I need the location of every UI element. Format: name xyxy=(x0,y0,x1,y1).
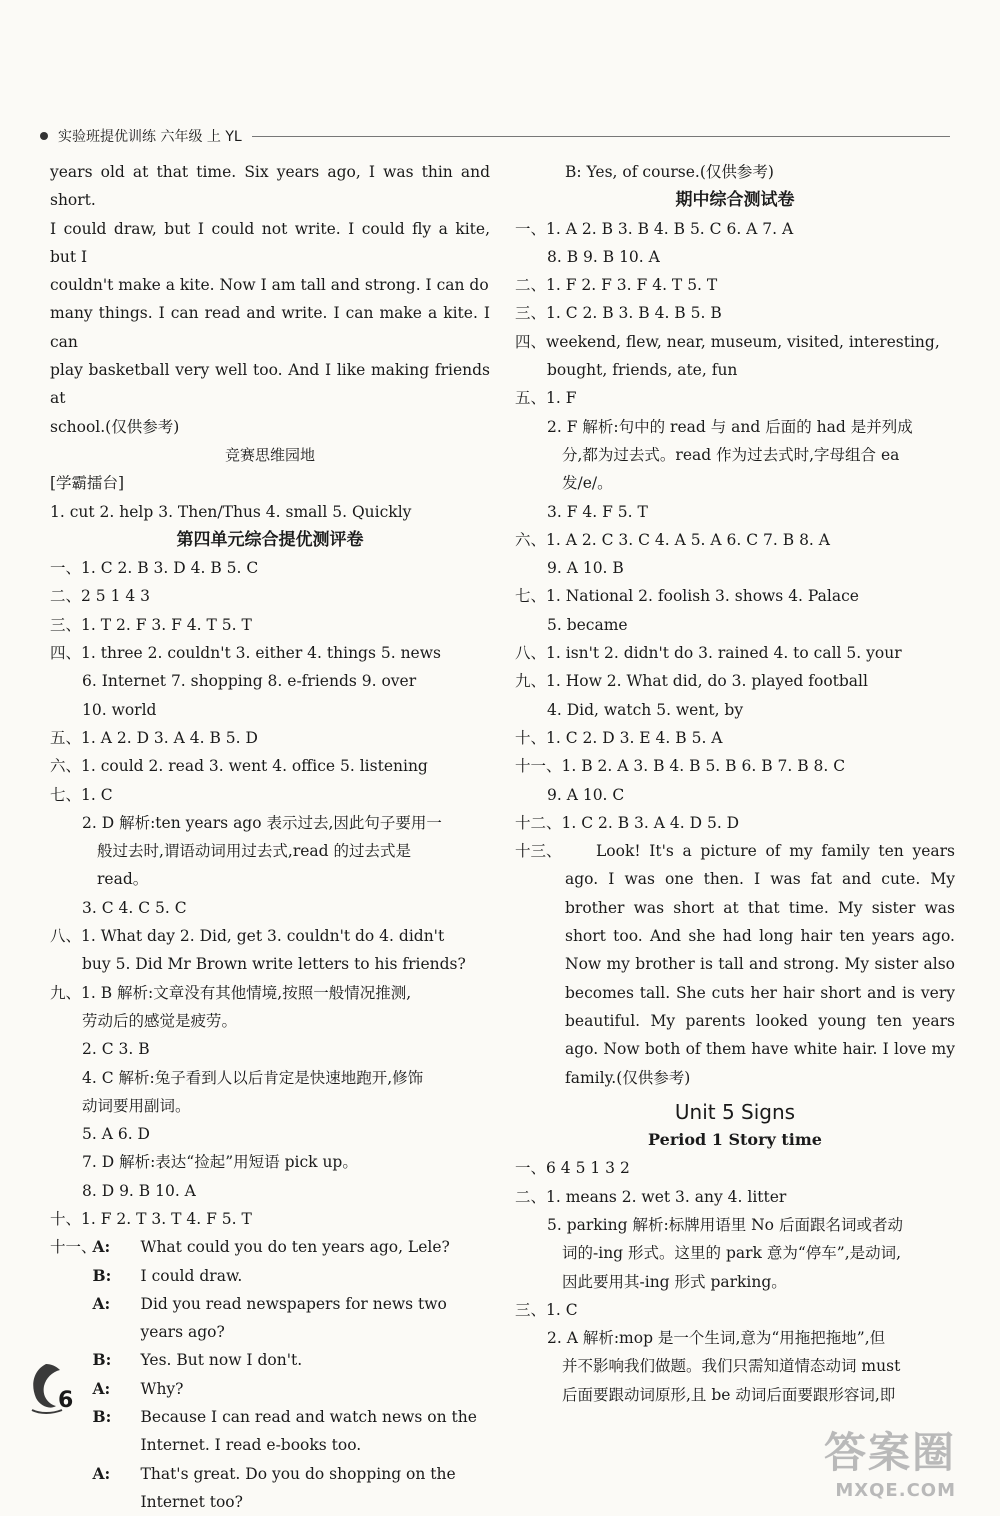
item-number: 十二、 xyxy=(515,813,562,832)
answer-text: 1. means 2. wet 3. any 4. litter xyxy=(546,1187,787,1206)
answer-row xyxy=(50,1007,490,1035)
dialogue-text: Did you read newspapers for news two years ago? xyxy=(140,1294,447,1342)
answer-text: 因此要用其-ing 形式 parking。 xyxy=(562,1272,787,1291)
dialogue-text: Yes. But now I don't. xyxy=(140,1351,303,1370)
dialogue-text: Why? xyxy=(140,1379,184,1398)
answer-text: 1. F xyxy=(546,389,577,408)
dialogue-line xyxy=(92,1460,490,1516)
answer-row xyxy=(50,1148,490,1176)
bracket-label: [学霸擂台] xyxy=(50,474,125,493)
header-rule xyxy=(252,136,950,137)
answer-row xyxy=(50,1120,490,1148)
item-number: 四、 xyxy=(50,644,82,663)
speaker-label: A: xyxy=(92,1237,111,1257)
answer-row xyxy=(50,582,490,610)
item-number: 六、 xyxy=(50,757,82,776)
unit-title: Unit 5 Signs xyxy=(674,1099,796,1124)
answer-text: 3. C 4. C 5. C xyxy=(82,898,187,917)
answer-row xyxy=(515,441,955,469)
book-title: 实验班提优训练 六年级 上 YL xyxy=(58,129,242,145)
section-title-midterm: 期中综合测试卷 xyxy=(675,190,795,211)
essay-block xyxy=(515,837,955,1092)
bullet-dot-icon xyxy=(40,132,48,140)
item-number: 七、 xyxy=(515,587,547,606)
answer-row xyxy=(50,1177,490,1205)
dialogue-text: That's great. Do you do shopping on the Internet too? xyxy=(140,1464,456,1511)
essay-line: couldn't make a kite. Now I am tall and strong. I can do xyxy=(50,276,489,295)
answer-row xyxy=(515,639,955,667)
answer-row xyxy=(515,243,955,271)
essay-line: years old at that time. Six years ago, I was thin and short. xyxy=(50,163,490,210)
answer-row xyxy=(515,1352,955,1380)
answer-row xyxy=(515,781,955,809)
answer-row xyxy=(515,299,955,327)
answer-text: 1. C 2. B 3. B 4. B 5. B xyxy=(546,304,722,323)
answer-text: 1. B 解析:文章没有其他情境,按照一般情况推测, xyxy=(81,983,412,1002)
answer-row xyxy=(50,950,490,978)
answer-text: 2. F 解析:句中的 read 与 and 后面的 had 是并列成 xyxy=(547,417,913,436)
answer-row xyxy=(50,922,490,950)
answer-text: 1. B 2. A 3. B 4. B 5. B 6. B 7. B 8. C xyxy=(561,757,846,776)
answer-row xyxy=(515,1381,955,1409)
answer-text: 5. became xyxy=(547,615,628,634)
answer-row xyxy=(515,1183,955,1211)
speaker-label: B: xyxy=(92,1265,112,1285)
watermark-title: 答案圈 xyxy=(823,1428,956,1477)
answer-row xyxy=(50,979,490,1007)
answer-text: 分,都为过去式。read 作为过去式时,字母组合 ea xyxy=(562,445,900,464)
answer-row xyxy=(515,356,955,384)
item-number: 七、 xyxy=(50,785,82,804)
answer-list xyxy=(515,215,955,838)
answer-text: 后面要跟动词原形,且 be 动词后面要跟形容词,即 xyxy=(562,1385,896,1404)
answer-text: 4. C 解析:兔子看到人以后肯定是快速地跑开,修饰 xyxy=(82,1068,424,1087)
answer-row xyxy=(50,667,490,695)
answer-text: 并不影响我们做题。我们只需知道情态动词 must xyxy=(562,1357,901,1376)
item-number: 二、 xyxy=(50,587,82,606)
answer-text: 劳动后的感觉是疲劳。 xyxy=(82,1011,238,1030)
item-number: 一、 xyxy=(50,559,82,578)
answer-row xyxy=(515,1324,955,1352)
essay-line: play basketball very well too. And I like making friends at xyxy=(50,361,490,408)
speaker-label: A: xyxy=(92,1463,111,1483)
answer-row xyxy=(515,1211,955,1239)
answer-text: 1. isn't 2. didn't do 3. rained 4. to call 5. your xyxy=(546,644,902,663)
answer-text: 1. C xyxy=(546,1300,578,1319)
answer-text: 1. C 2. B 3. D 4. B 5. C xyxy=(81,559,259,578)
dialogue-text: Because I can read and watch news on the Internet. I read e-books too. xyxy=(140,1408,477,1455)
item-number: 十、 xyxy=(50,1209,82,1228)
item-number: 九、 xyxy=(515,672,547,691)
answer-row xyxy=(50,724,490,752)
answer-row xyxy=(515,724,955,752)
answer-text: 2. C 3. B xyxy=(82,1040,150,1059)
speaker-label: B: xyxy=(92,1407,112,1427)
answer-text: 4. Did, watch 5. went, by xyxy=(547,700,744,719)
answer-text: 1. three 2. couldn't 3. either 4. things 5. news xyxy=(81,644,441,663)
answer-text: 1. A 2. C 3. C 4. A 5. A 6. C 7. B 8. A xyxy=(546,530,830,549)
watermark xyxy=(824,1420,956,1501)
dialogue-line xyxy=(92,1403,490,1460)
answer-row xyxy=(515,667,955,695)
answer-row xyxy=(515,413,955,441)
watermark-url: MXQE.COM xyxy=(835,1480,956,1501)
answer-text: 7. D 解析:表达“捡起”用短语 pick up。 xyxy=(82,1153,358,1172)
period-title: Period 1 Story time xyxy=(648,1130,822,1150)
item-number: 一、 xyxy=(515,1159,547,1178)
answer-row xyxy=(515,498,955,526)
answer-text: weekend, flew, near, museum, visited, interesting, xyxy=(546,332,940,351)
answer-row xyxy=(50,865,490,893)
answer-list xyxy=(515,1154,955,1409)
answer-text: 2 5 1 4 3 xyxy=(81,587,151,606)
answer-text: 9. A 10. B xyxy=(547,559,624,578)
dialogue-last-line: B: Yes, of course.(仅供参考) xyxy=(565,163,774,181)
page-header xyxy=(40,124,950,148)
answer-row xyxy=(50,752,490,780)
left-column xyxy=(50,158,490,1516)
answer-row xyxy=(515,215,955,243)
answer-text: 1. National 2. foolish 3. shows 4. Palace xyxy=(546,587,859,606)
item-number: 六、 xyxy=(515,530,547,549)
answer-row xyxy=(515,1268,955,1296)
answer-row xyxy=(515,1154,955,1182)
section-title-contest: 竞赛思维园地 xyxy=(224,445,315,464)
answer-row xyxy=(515,752,955,780)
item-number: 二、 xyxy=(515,1187,547,1206)
item-number: 八、 xyxy=(515,644,547,663)
answer-row xyxy=(515,328,955,356)
answer-row xyxy=(50,809,490,837)
answer-row xyxy=(515,526,955,554)
answer-text: 10. world xyxy=(82,700,157,719)
item-number: 三、 xyxy=(50,615,82,634)
bracket-answers: 1. cut 2. help 3. Then/Thus 4. small 5. Quickly xyxy=(50,502,412,521)
essay-line: I could draw, but I could not write. I could fly a kite, but I xyxy=(50,219,490,266)
dialogue xyxy=(92,1233,490,1516)
answer-text: 1. F 2. F 3. F 4. T 5. T xyxy=(546,276,718,295)
answer-row xyxy=(515,582,955,610)
answer-text: bought, friends, ate, fun xyxy=(547,361,738,380)
dialogue-text: What could you do ten years ago, Lele? xyxy=(140,1238,450,1257)
answer-row xyxy=(515,696,955,724)
answer-text: 5. parking 解析:标牌用语里 No 后面跟名词或者动 xyxy=(547,1215,903,1234)
answer-row xyxy=(515,469,955,497)
answer-text: 6 4 5 1 3 2 xyxy=(546,1159,630,1178)
answer-row xyxy=(515,554,955,582)
answer-text: 9. A 10. C xyxy=(547,785,625,804)
answer-text: 8. D 9. B 10. A xyxy=(82,1181,196,1200)
answer-text: 1. C xyxy=(81,785,113,804)
essay-line: many things. I can read and write. I can make a kite. I can xyxy=(50,304,490,351)
answer-text: 1. could 2. read 3. went 4. office 5. listening xyxy=(81,757,428,776)
speaker-label: B: xyxy=(92,1350,112,1370)
dialogue-line xyxy=(92,1375,490,1403)
item-number: 十、 xyxy=(515,728,547,747)
dialogue-line xyxy=(92,1346,490,1374)
answer-row xyxy=(50,1064,490,1092)
item-number: 五、 xyxy=(50,728,82,747)
item-number: 十一、 xyxy=(50,1238,97,1257)
answer-row xyxy=(50,639,490,667)
item-number: 一、 xyxy=(515,219,547,238)
answer-text: 1. A 2. D 3. A 4. B 5. D xyxy=(81,728,258,747)
answer-list xyxy=(50,554,490,1233)
item-number: 十一、 xyxy=(515,757,562,776)
answer-text: 2. A 解析:mop 是一个生词,意为“用拖把拖地”,但 xyxy=(547,1329,886,1348)
item-number: 十三、 xyxy=(515,842,562,861)
speaker-label: A: xyxy=(92,1378,111,1398)
essay-text: Look! It's a picture of my family ten years ago. I was one then. I was fat and cute. My brother was short at that time. My sister was short too. And she had long hair ten years ago. Now my brother is tall and strong. My sister also becomes tall. She cuts her hair short and is very beautiful. My parents looked young ten years ago. Now both of them have white hair. I love my family.(仅供参考) xyxy=(565,842,955,1087)
answer-row xyxy=(50,837,490,865)
answer-row xyxy=(50,554,490,582)
item-number: 八、 xyxy=(50,927,82,946)
answer-row xyxy=(515,809,955,837)
answer-text: 5. A 6. D xyxy=(82,1125,150,1144)
dialogue-block xyxy=(50,1233,490,1516)
right-column xyxy=(515,158,955,1409)
answer-row xyxy=(50,696,490,724)
answer-row xyxy=(50,1035,490,1063)
answer-text: 1. T 2. F 3. F 4. T 5. T xyxy=(81,615,252,634)
essay-line: school.(仅供参考) xyxy=(50,417,180,436)
answer-text: 1. What day 2. Did, get 3. couldn't do 4. didn't xyxy=(81,927,445,946)
answer-row xyxy=(50,1092,490,1120)
answer-text: 发/e/。 xyxy=(562,474,613,493)
dialogue-line xyxy=(92,1290,490,1347)
answer-row xyxy=(515,271,955,299)
answer-text: 1. F 2. T 3. T 4. F 5. T xyxy=(81,1209,252,1228)
item-number: 九、 xyxy=(50,983,82,1002)
answer-text: 1. C 2. D 3. E 4. B 5. A xyxy=(546,728,723,747)
answer-row xyxy=(50,611,490,639)
answer-text: 1. C 2. B 3. A 4. D 5. D xyxy=(561,813,740,832)
answer-row xyxy=(50,894,490,922)
page-number: 6 xyxy=(58,1388,74,1413)
answer-text: 词的-ing 形式。这里的 park 意为“停车”,是动词, xyxy=(562,1244,902,1263)
answer-row xyxy=(515,611,955,639)
answer-row xyxy=(50,781,490,809)
answer-row xyxy=(50,1205,490,1233)
item-number: 三、 xyxy=(515,1300,547,1319)
answer-text: 1. A 2. B 3. B 4. B 5. C 6. A 7. A xyxy=(546,219,794,238)
dialogue-line xyxy=(92,1233,490,1261)
answer-row xyxy=(515,1239,955,1267)
dialogue-line xyxy=(92,1262,490,1290)
answer-text: read。 xyxy=(97,870,149,889)
essay-continued xyxy=(50,158,490,441)
answer-text: 6. Internet 7. shopping 8. e-friends 9. over xyxy=(82,672,417,691)
answer-text: 8. B 9. B 10. A xyxy=(547,247,660,266)
item-number: 二、 xyxy=(515,276,547,295)
answer-text: buy 5. Did Mr Brown write letters to his friends? xyxy=(82,955,466,974)
answer-text: 2. D 解析:ten years ago 表示过去,因此句子要用一 xyxy=(82,813,442,832)
answer-row xyxy=(515,1296,955,1324)
dialogue-text: I could draw. xyxy=(140,1266,243,1285)
answer-row xyxy=(515,384,955,412)
item-number: 五、 xyxy=(515,389,547,408)
answer-text: 动词要用副词。 xyxy=(82,1096,191,1115)
item-number: 四、 xyxy=(515,332,547,351)
speaker-label: A: xyxy=(92,1293,111,1313)
answer-text: 般过去时,谓语动词用过去式,read 的过去式是 xyxy=(97,842,412,861)
item-number: 三、 xyxy=(515,304,547,323)
section-title-unit4: 第四单元综合提优测评卷 xyxy=(176,529,364,550)
answer-text: 1. How 2. What did, do 3. played football xyxy=(546,672,868,691)
answer-text: 3. F 4. F 5. T xyxy=(547,502,648,521)
